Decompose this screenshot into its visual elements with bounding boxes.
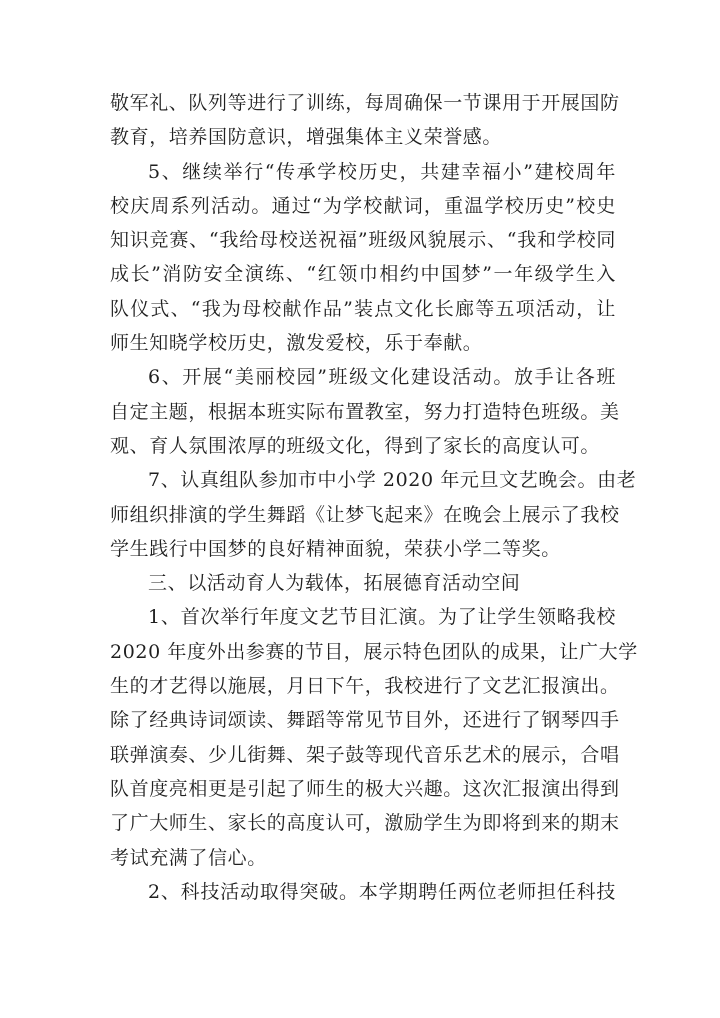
- document-body: [110, 86, 638, 909]
- text-line: 校庆周系列活动。通过“为学校献词，重温学校历史”校史: [110, 194, 616, 217]
- text-line: 除了经典诗词颂读、舞蹈等常见节目外，还进行了钢琴四手: [110, 709, 620, 732]
- paragraph-item-5-anniversary: [110, 155, 616, 361]
- paragraph-national-defense-continuation: [110, 86, 620, 155]
- text-line: 了广大师生、家长的高度认可，激励学生为即将到来的期末: [110, 812, 620, 835]
- text-line: 知识竞赛、“我给母校送祝福”班级风貌展示、“我和学校同: [110, 229, 616, 252]
- text-line: 三、以活动育人为载体，拓展德育活动空间: [148, 572, 521, 595]
- text-line: 观、育人氛围浓厚的班级文化，得到了家长的高度认可。: [110, 434, 601, 457]
- text-line: 6、开展“美丽校园”班级文化建设活动。放手让各班: [148, 366, 616, 389]
- text-line: 学生践行中国梦的良好精神面貌，荣获小学二等奖。: [110, 537, 561, 560]
- text-line: 师组织排演的学生舞蹈《让梦飞起来》在晚会上展示了我校: [110, 503, 620, 526]
- paragraph-item-7-new-year-gala: [110, 463, 637, 566]
- text-line: 考试充满了信心。: [110, 846, 267, 869]
- text-line: 7、认真组队参加市中小学 2020 年元旦文艺晚会。由老: [148, 469, 637, 492]
- text-line: 生的才艺得以施展，月日下午，我校进行了文艺汇报演出。: [110, 675, 620, 698]
- text-line: 成长”消防安全演练、“红领巾相约中国梦”一年级学生入: [110, 263, 616, 286]
- text-line: 教育，培养国防意识，增强集体主义荣誉感。: [110, 126, 503, 149]
- paragraph-item-6-class-culture: [110, 360, 620, 463]
- paragraph-item-1-arts-showcase: [110, 600, 638, 874]
- text-line: 联弹演奏、少儿街舞、架子鼓等现代音乐艺术的展示，合唱: [110, 743, 620, 766]
- text-line: 敬军礼、队列等进行了训练，每周确保一节课用于开展国防: [110, 92, 620, 114]
- text-line: 队首度亮相更是引起了师生的极大兴趣。这次汇报演出得到: [110, 777, 620, 800]
- text-line: 队仪式、“我为母校献作品”装点文化长廊等五项活动，让: [110, 297, 616, 320]
- text-line: 自定主题，根据本班实际布置教室，努力打造特色班级。美: [110, 400, 620, 423]
- text-line: 师生知晓学校历史，激发爱校，乐于奉献。: [110, 332, 483, 355]
- text-line: 2、科技活动取得突破。本学期聘任两位老师担任科技: [148, 880, 616, 903]
- paragraph-item-2-science-activities: [110, 875, 616, 909]
- section-heading-three: [110, 566, 616, 600]
- text-line: 2020 年度外出参赛的节目，展示特色团队的成果，让广大学: [110, 640, 638, 663]
- text-line: 5、继续举行“传承学校历史，共建幸福小”建校周年: [148, 160, 616, 183]
- text-line: 1、首次举行年度文艺节目汇演。为了让学生领略我校: [148, 606, 616, 629]
